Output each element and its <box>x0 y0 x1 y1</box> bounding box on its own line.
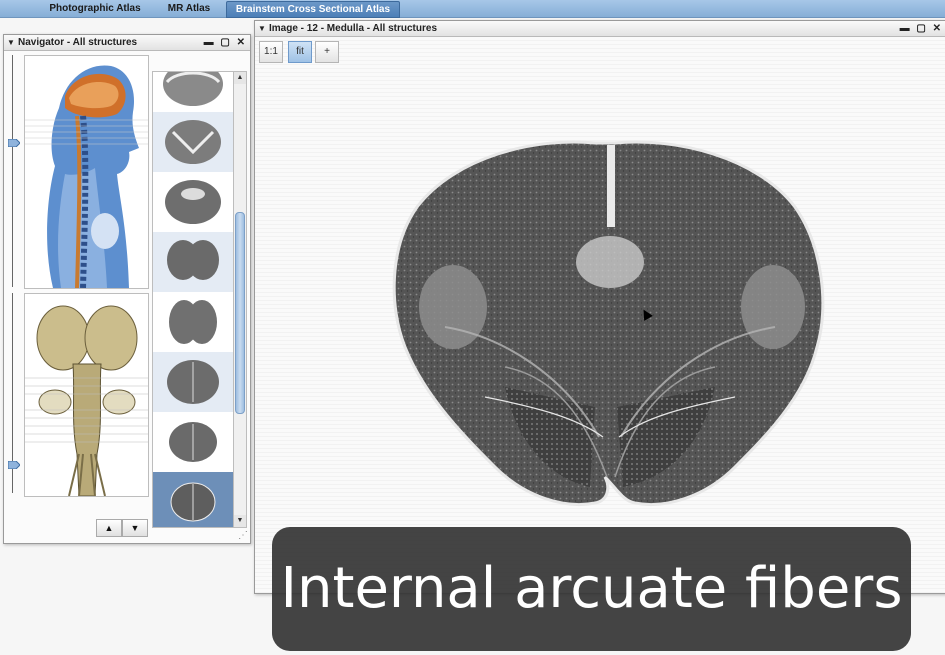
section-thumbnail-list <box>152 71 234 528</box>
fit-to-window-tool-button[interactable]: fit <box>288 41 312 63</box>
sagittal-level-slider-icon[interactable] <box>8 139 20 147</box>
section-thumbnail[interactable] <box>153 112 233 172</box>
image-window <box>254 20 945 594</box>
scroll-up-arrow-icon[interactable]: ▲ <box>234 72 246 84</box>
navigator-titlebar <box>4 35 250 51</box>
section-thumbnail-selected[interactable] <box>153 472 233 528</box>
collapse-arrow-icon[interactable]: ▼ <box>7 38 15 47</box>
sagittal-level-track <box>12 55 13 287</box>
scroll-down-arrow-icon[interactable]: ▼ <box>234 515 246 527</box>
image-viewport[interactable] <box>255 37 945 593</box>
section-thumbnail[interactable] <box>153 172 233 232</box>
image-window-controls[interactable]: ▬ ▢ ✕ <box>899 23 943 34</box>
atlas-tab-bar <box>0 0 945 18</box>
section-thumbnail[interactable] <box>153 292 233 352</box>
scrollbar-thumb[interactable] <box>235 212 245 414</box>
next-section-button[interactable]: ▼ <box>122 519 148 537</box>
brainstem-level-slider-icon[interactable] <box>8 461 20 469</box>
crosshair-tool-button[interactable]: + <box>315 41 339 63</box>
caption-text: Internal arcuate fibers <box>280 556 903 621</box>
section-thumbnail[interactable] <box>153 232 233 292</box>
image-window-titlebar <box>255 21 945 37</box>
navigator-title: Navigator - All structures <box>18 37 138 48</box>
navigator-body <box>4 51 250 543</box>
navigator-window-controls[interactable]: ▬ ▢ ✕ <box>203 37 247 48</box>
tab-brainstem-cross-sectional-atlas[interactable]: Brainstem Cross Sectional Atlas <box>226 1 400 18</box>
sagittal-body-illustration[interactable] <box>24 55 149 289</box>
medulla-cross-section-image[interactable] <box>385 137 825 517</box>
caption-overlay <box>272 527 911 651</box>
resize-grip-icon[interactable]: ⋰ <box>238 530 248 541</box>
image-window-title: Image - 12 - Medulla - All structures <box>269 23 438 34</box>
brainstem-illustration[interactable] <box>24 293 149 497</box>
thumbnail-scrollbar[interactable] <box>233 71 247 528</box>
tab-mr-atlas[interactable]: MR Atlas <box>167 3 211 14</box>
navigator-window <box>3 34 251 544</box>
section-thumbnail[interactable] <box>153 412 233 472</box>
actual-size-tool-button[interactable]: 1:1 <box>259 41 283 63</box>
section-thumbnail[interactable] <box>153 352 233 412</box>
tab-photographic-atlas[interactable]: Photographic Atlas <box>49 3 141 14</box>
previous-section-button[interactable]: ▲ <box>96 519 122 537</box>
section-thumbnail[interactable] <box>153 71 233 112</box>
collapse-arrow-icon[interactable]: ▼ <box>258 24 266 33</box>
